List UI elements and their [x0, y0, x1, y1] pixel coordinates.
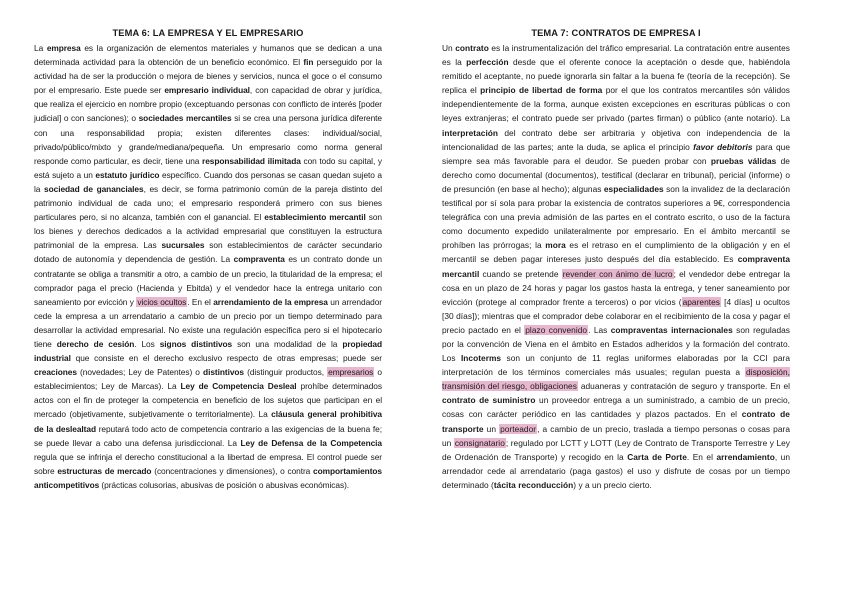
highlighted-text: plazo convenido: [525, 324, 588, 335]
highlighted-text: vicios ocultos: [137, 296, 187, 307]
bold-term: establecimiento mercantil: [264, 212, 366, 223]
bold-term: fin: [303, 57, 314, 68]
bold-term: Ley de Competencia Desleal: [180, 381, 297, 392]
highlighted-text: consignatario: [454, 437, 505, 448]
highlighted-text: revender con ánimo de lucro: [562, 268, 673, 279]
bold-term: distintivos: [203, 367, 244, 378]
bold-term: mora: [545, 240, 566, 251]
bold-term: interpretación: [442, 127, 499, 138]
bold-term: empresa: [46, 43, 81, 53]
bold-term: sociedad de gananciales: [44, 183, 144, 194]
bold-term: estatuto jurídico: [95, 169, 160, 180]
bold-term: Incoterms: [460, 353, 502, 364]
bold-term: Carta de Porte: [627, 451, 687, 462]
bold-term: contrato de suministro: [442, 395, 536, 406]
bold-term: pruebas válidas: [710, 155, 777, 166]
right-column: [442, 28, 790, 492]
bold-term: sucursales: [161, 240, 205, 251]
bold-term: empresario individual: [164, 85, 250, 96]
bold-term: perfección: [466, 57, 509, 68]
bold-term: contrato de transporte: [442, 409, 790, 434]
bold-term: derecho de cesión: [56, 338, 135, 349]
bold-term: arrendamiento de la empresa: [213, 296, 328, 307]
bold-term: cláusula general prohibitiva de la deslealtad: [34, 409, 382, 434]
emphasized-term: favor debitoris: [693, 141, 753, 152]
right-title: TEMA 7: CONTRATOS DE EMPRESA I: [531, 28, 701, 38]
highlighted-text: aparentes: [682, 296, 720, 307]
bold-term: especialidades: [603, 183, 664, 194]
bold-term: comportamientos anticompetitivos: [34, 465, 383, 490]
highlighted-text: disposición, transmisión del riesgo, obligaciones: [442, 367, 790, 392]
highlighted-text: porteador: [500, 423, 537, 434]
left-column: [34, 28, 382, 492]
bold-term: estructuras de mercado: [57, 465, 152, 476]
bold-term: compraventa: [233, 254, 285, 265]
bold-term: contrato: [455, 43, 489, 53]
bold-term: tácita reconducción: [493, 479, 574, 490]
left-body: La empresa es la organización de elementos materiales y humanos que se dedican a una determinada actividad para la obtención de un beneficio económico. El fin perseguido por la actividad ha de ser la producción o mejora de bienes y servicios, nunca el goce o el consumo por el empresario. Este puede ser empresario individual, con capacidad de obrar y jurídica, que realiza el ejercicio en nombre propio (exceptuando personas con conflicto de interés [poder judicial] o con sanciones); o sociedades mercantiles si se crea una persona jurídica diferente con una responsabilidad propia; existen diferentes clases: individual/social, privado/público/mixto y grande/mediana/pequeña. Un empresario como norma general responde como particular, es decir, tiene una responsabilidad ilimitada con todo su capital, y está sujeto a un estatuto jurídico específico. Cuando dos personas se casan quedan sujeto a la sociedad de gananciales, es decir, se forma patrimonio común de la pareja distinto del patrimonio individual de cada uno; el empresario responderá primero con sus bienes particulares pero, si no alcanza, también con el ganancial. El establecimiento mercantil son los bienes y derechos dedicados a la actividad empresarial que constituyen la estructura patrimonial de la empresa. Las sucursales son establecimientos de carácter secundario dotado de autonomía y dependencia de gestión. La compraventa es un contrato donde un contratante se obliga a transmitir a otro, a cambio de un precio, la titularidad de la empresa; el comprador paga el precio (Hacienda y Ebitda) y el vendedor hace la entrega unitario con saneamiento por evicción y vicios ocultos. En el arrendamiento de la empresa un arrendador cede la empresa a un arrendatario a cambio de un precio por un tiempo determinado para desarrollar la actividad empresarial. No existe una regulación específica pero si el hipotecario tiene derecho de cesión. Los signos distintivos son una modalidad de la propiedad industrial que consiste en el derecho exclusivo respecto de otras empresas; puede ser creaciones (novedades; Ley de Patentes) o distintivos (distinguir productos, empresarios o establecimientos; Ley de Marcas). La Ley de Competencia Desleal prohíbe determinados actos con el fin de proteger la competencia en beneficio de los sujetos que participan en el mercado (objetivamente, subjetivamente o territorialmente). La cláusula general prohibitiva de la deslealtad reputará todo acto de competencia contrario a las exigencias de la buena fe; se puede llevar a cabo una defensa jurisdiccional. La Ley de Defensa de la Competencia regula que se infrinja el derecho constitucional a la libertad de empresa. El control puede ser sobre estructuras de mercado (concentraciones y dimensiones), o contra comportamientos anticompetitivos (prácticas colusorias, abusivas de posición o abusivas económicas).: [34, 43, 383, 490]
bold-term: creaciones: [34, 367, 77, 378]
left-title: TEMA 6: LA EMPRESA Y EL EMPRESARIO: [112, 28, 304, 38]
highlighted-text: empresarios: [328, 367, 374, 378]
bold-term: sociedades mercantiles: [138, 113, 232, 124]
bold-term: arrendamiento: [716, 451, 775, 462]
bold-term: Ley de Defensa de la Competencia: [240, 437, 382, 448]
bold-term: signos distintivos: [159, 338, 233, 349]
right-body: Un contrato es la instrumentalización del tráfico empresarial. La contratación entre ausentes es la perfección desde que el oferente conoce la aceptación o desde que, habiéndola remitido el aceptante, no puede ignorarla sin faltar a la buena fe (teoría de la recepción). Se replica el principio de libertad de forma por el que los contratos mercantiles són válidos independientemente de la forma, aunque existen excepciones en escrituras públicas o con leyes extranjeras; el contrato puede ser privado (partes firman) o público (ante notario). La interpretación del contrato debe ser arbitraria y objetiva con independencia de la intencionalidad de las partes; ante la duda, se aplica el principio favor debitoris para que siempre sea más favorable para el deudor. Se pueden probar con pruebas válidas de derecho como documental (documentos), testifical (declarar en tribunal), pericial (informe) o de presunción (en base al hecho); algunas especialidades son la invalidez de la declaración testifical por sí sola para probar la existencia de contratos superiores a 9€, correspondencia telegráfica con una previa admisión de las partes en el contrato escrito, o uso de la factura como documento expedido unilateralmente por empresario. En el ámbito mercantil se prohíben las prórrogas; la mora es el retraso en el cumplimiento de la obligación y en el mercantil se deben pagar intereses justo después del día establecido. Es compraventa mercantil cuando se pretende revender con ánimo de lucro; el vendedor debe entregar la cosa en un plazo de 24 horas y pagar los gastos hasta la entrega, y tener saneamiento por evicción (protege al comprador frente a terceros) o por vicios (aparentes [4 días] u ocultos [30 días]); mientras que el comprador debe colaborar en el recibimiento de la cosa y pagar el precio pactado en el plazo convenido. Las compraventas internacionales son reguladas por la convención de Viena en el ámbito en Estados adheridos y la formación del contrato. Los Incoterms son un conjunto de 11 reglas uniformes elaboradas por la CCI para interpretación de los términos comerciales más usuales; regulan puesta a disposición, transmisión del riesgo, obligaciones aduaneras y contratación de seguro y transporte. En el contrato de suministro un proveedor entrega a un suministrado, a cambio de un precio, cosas con carácter periódico en las cantidades y plazos pactados. En el contrato de transporte un porteador, a cambio de un precio, traslada a tiempo personas o cosas para un consignatario; regulado por LCTT y LOTT (Ley de Contrato de Transporte Terrestre y Ley de Ordenación de Transporte) y recogido en la Carta de Porte. En el arrendamiento, un arrendador cede al arrendatario (paga gastos) el uso y disfrute de cosas por un tiempo determinado (tácita reconducción) y a un precio cierto.: [442, 43, 791, 490]
bold-term: principio de libertad de forma: [480, 85, 603, 96]
bold-term: propiedad industrial: [34, 338, 383, 364]
bold-term: responsabilidad ilimitada: [202, 155, 301, 166]
bold-term: compraventa mercantil: [442, 254, 790, 279]
bold-term: compraventas internacionales: [610, 324, 733, 335]
